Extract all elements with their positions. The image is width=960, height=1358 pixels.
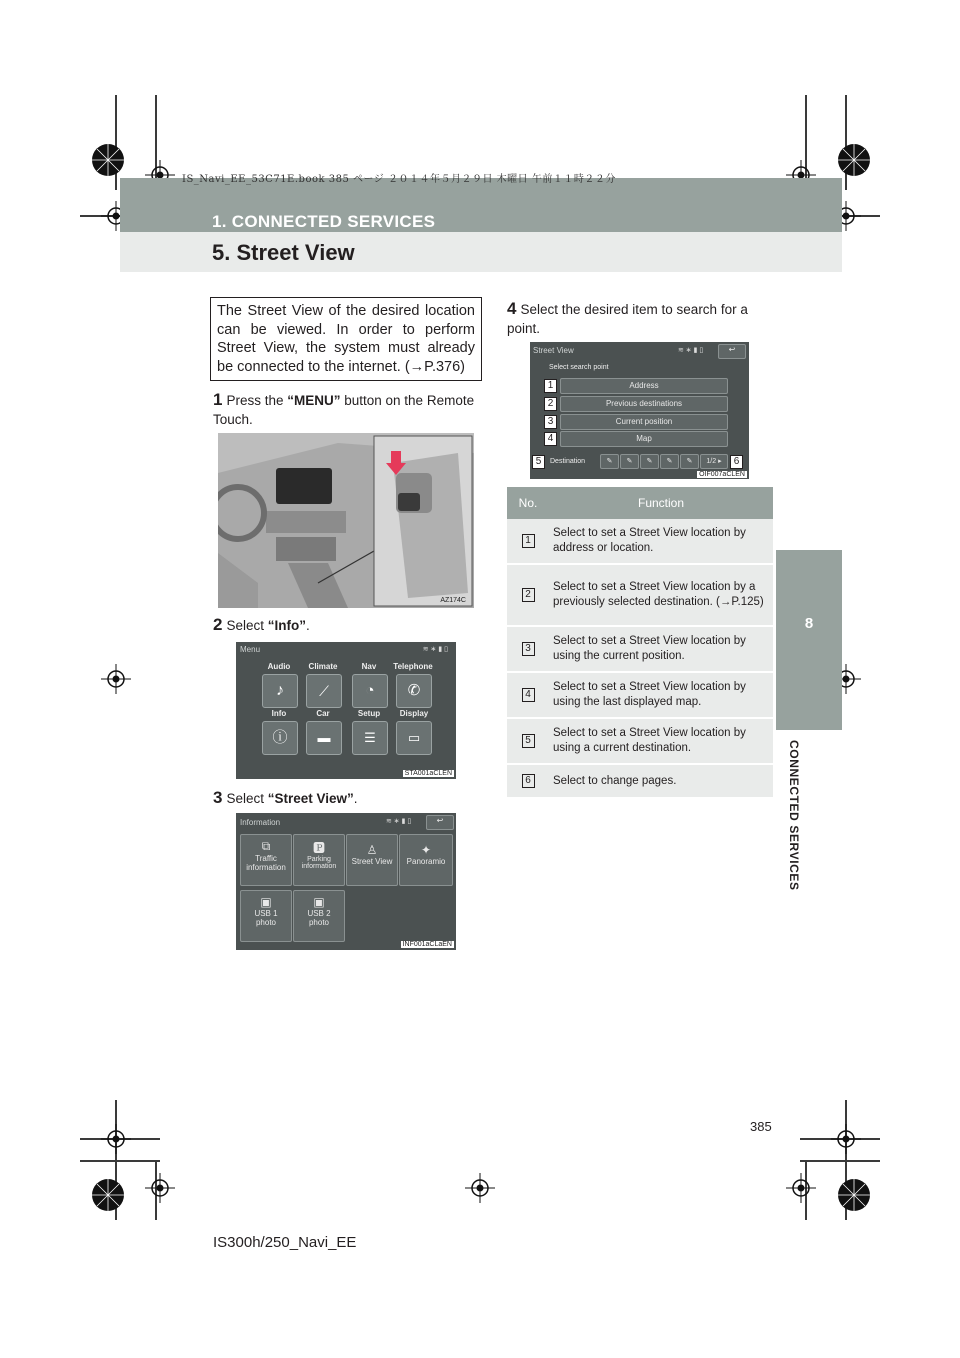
usb1-photo-button <box>240 890 292 942</box>
menu-label-nav: Nav <box>361 662 377 671</box>
step-text: . <box>306 618 310 633</box>
menu-label-display: Display <box>399 709 429 718</box>
callout-4: 4 <box>544 432 557 446</box>
info-icon: ⓘ <box>272 729 288 746</box>
table-row <box>507 564 773 626</box>
page-number: 385 <box>750 1119 772 1134</box>
chapter-tab <box>776 550 842 730</box>
row-number-cell <box>507 626 549 672</box>
status-icons: ≋ ∗ ▮ ▯ <box>678 347 704 354</box>
figure-code: STA001aCLEN <box>404 770 452 777</box>
table-row <box>507 519 773 564</box>
audio-tile <box>262 674 298 708</box>
button-label: Traffic information <box>246 854 286 872</box>
step-number: 3 <box>213 788 223 807</box>
chapter-number: 8 <box>804 615 814 632</box>
function-description: Select to set a Street View location by using the current position. <box>549 626 773 672</box>
car-icon: ▬ <box>317 730 331 745</box>
status-icons: ≋ ∗ ▮ ▯ <box>386 818 412 825</box>
street-view-button <box>346 834 398 886</box>
registration-mark-icon <box>88 1175 128 1215</box>
row-number: 4 <box>522 688 535 702</box>
parking-info-button <box>293 834 345 886</box>
traffic-info-button <box>240 834 292 886</box>
step-text: Select <box>226 791 268 806</box>
menu-label-telephone: Telephone <box>393 662 433 671</box>
footer-model-code: IS300h/250_Navi_EE <box>213 1234 357 1251</box>
phone-icon: ✆ <box>407 682 421 699</box>
function-table <box>507 487 773 799</box>
column-header-function: Function <box>549 487 773 519</box>
row-number: 5 <box>522 734 535 748</box>
step-number: 4 <box>507 299 517 318</box>
crosshair-icon <box>101 664 131 694</box>
page-indicator: 1/2 ▸ <box>700 454 728 469</box>
figure-code: AZ174C <box>440 597 466 604</box>
row-number-cell <box>507 764 549 798</box>
back-button <box>426 815 454 830</box>
step-text: . <box>353 791 358 806</box>
info-tile <box>262 721 298 755</box>
page-title: 5. Street View <box>212 240 355 265</box>
destination-slot-3: ✎ <box>640 454 659 469</box>
menu-label-info: Info <box>271 709 287 718</box>
menu-label-car: Car <box>316 709 330 718</box>
person-icon: ♙ <box>366 843 378 857</box>
figure-code: INF001aCLaEN <box>402 941 452 948</box>
setup-tile <box>352 721 388 755</box>
destination-slot-4: ✎ <box>660 454 679 469</box>
function-description: Select to set a Street View location by address or location. <box>549 519 773 564</box>
menu-label-setup: Setup <box>357 709 381 718</box>
function-description: Select to set a Street View location by a previously selected destination. (→P.125) <box>549 564 773 626</box>
destination-label: Destination <box>550 458 586 465</box>
row-number-cell <box>507 519 549 564</box>
column-header-no: No. <box>507 487 549 519</box>
panoramio-button <box>399 834 453 886</box>
menu-screen-figure <box>236 642 456 779</box>
step-text: Select the desired item to search for a point. <box>507 302 748 336</box>
figure-code: OIF007aCLEN <box>699 471 745 478</box>
usb2-photo-button <box>293 890 345 942</box>
street-view-screen-title: Street View <box>533 346 574 355</box>
crosshair-icon <box>101 1124 131 1154</box>
back-arrow-icon: ↩ <box>728 345 736 354</box>
row-number: 2 <box>522 588 535 602</box>
row-number-cell <box>507 672 549 718</box>
traffic-icon: ⧉ <box>261 839 271 853</box>
row-number: 3 <box>522 642 535 656</box>
panoramio-icon: ✦ <box>420 843 432 857</box>
street-view-screen-figure <box>530 342 749 479</box>
settings-icon: ☰ <box>364 730 376 745</box>
destination-slot-5: ✎ <box>680 454 699 469</box>
callout-5: 5 <box>532 455 545 469</box>
menu-screen-title: Menu <box>240 645 261 654</box>
step-text: Select <box>226 618 268 633</box>
address-option: Address <box>560 378 728 394</box>
nav-tile <box>352 674 388 708</box>
menu-label-climate: Climate <box>308 662 338 671</box>
intro-note: The Street View of the desired location can be viewed. In order to perform Street View, the system must already be connected to the internet. (→P.376) <box>210 297 482 381</box>
row-number-cell <box>507 718 549 764</box>
display-tile <box>396 721 432 755</box>
step-number: 1 <box>213 390 223 409</box>
section-label: 1. CONNECTED SERVICES <box>212 212 436 231</box>
menu-label-audio: Audio <box>267 662 291 671</box>
music-note-icon: ♪ <box>276 682 284 699</box>
registration-mark-icon <box>834 140 874 180</box>
crosshair-icon <box>786 1173 816 1203</box>
current-position-option: Current position <box>560 414 728 430</box>
information-screen-title: Information <box>240 818 281 827</box>
table-row <box>507 718 773 764</box>
dashboard-illustration <box>218 433 474 608</box>
step-2 <box>213 615 481 635</box>
button-label: Panoramio <box>406 857 446 866</box>
back-button <box>718 344 746 359</box>
information-screen-figure <box>236 813 456 950</box>
table-row <box>507 626 773 672</box>
chapter-side-label <box>785 740 805 892</box>
step-text: button on the Remote Touch. <box>213 393 475 427</box>
step-text: Press the <box>226 393 288 408</box>
callout-6: 6 <box>730 455 743 469</box>
previous-destinations-option: Previous destinations <box>560 396 728 412</box>
callout-1: 1 <box>544 379 557 393</box>
row-number-cell <box>507 564 549 626</box>
callout-2: 2 <box>544 397 557 411</box>
table-row <box>507 764 773 798</box>
destination-slot-1: ✎ <box>600 454 619 469</box>
crop-line <box>80 1160 160 1162</box>
back-arrow-icon: ↩ <box>436 816 444 825</box>
function-description: Select to set a Street View location by using the last displayed map. <box>549 672 773 718</box>
registration-mark-icon <box>834 1175 874 1215</box>
function-description: Select to set a Street View location by using a current destination. <box>549 718 773 764</box>
button-label: Street View <box>351 857 393 866</box>
parking-icon: 🅿 <box>312 841 325 855</box>
seat-fan-icon: ⟋ <box>319 683 329 699</box>
step-number: 2 <box>213 615 223 634</box>
registration-mark-icon <box>88 140 128 180</box>
climate-tile <box>306 674 342 708</box>
button-label: USB 1 photo <box>254 909 278 927</box>
destination-slot-2: ✎ <box>620 454 639 469</box>
car-tile <box>306 721 342 755</box>
compass-icon: ◔ <box>365 682 375 699</box>
button-label: USB 2 photo <box>307 909 331 927</box>
crosshair-icon <box>465 1173 495 1203</box>
car-interior-figure <box>218 433 474 608</box>
chapter-label-text: CONNECTED SERVICES <box>787 740 801 891</box>
row-number: 1 <box>522 534 535 548</box>
step-keyword: “MENU” <box>287 393 341 408</box>
step-keyword: “Street View” <box>267 791 354 806</box>
table-header-row <box>507 487 773 519</box>
monitor-icon: ▭ <box>407 730 421 745</box>
telephone-tile <box>396 674 432 708</box>
step-keyword: “Info” <box>267 618 306 633</box>
step-1 <box>213 390 481 429</box>
row-number: 6 <box>522 774 535 788</box>
status-icons: ≋ ∗ ▮ ▯ <box>422 646 448 653</box>
photo-icon: ▣ <box>313 895 325 909</box>
map-option: Map <box>560 431 728 447</box>
crosshair-icon <box>145 1173 175 1203</box>
print-stamp: IS_Navi_EE_53C71E.book 385 ページ ２０１４年５月２９日 木曜日 午前１１時２２分 <box>182 174 616 185</box>
function-description: Select to change pages. <box>549 764 773 798</box>
table-row <box>507 672 773 718</box>
callout-3: 3 <box>544 415 557 429</box>
page-indicator-text: 1/2 <box>706 458 717 465</box>
crosshair-icon <box>831 1124 861 1154</box>
photo-icon: ▣ <box>260 895 272 909</box>
search-point-subtitle: Select search point <box>549 364 609 371</box>
button-label: Parking information <box>301 856 337 870</box>
crop-line <box>800 1160 880 1162</box>
step-4 <box>507 299 775 338</box>
step-3 <box>213 788 481 808</box>
